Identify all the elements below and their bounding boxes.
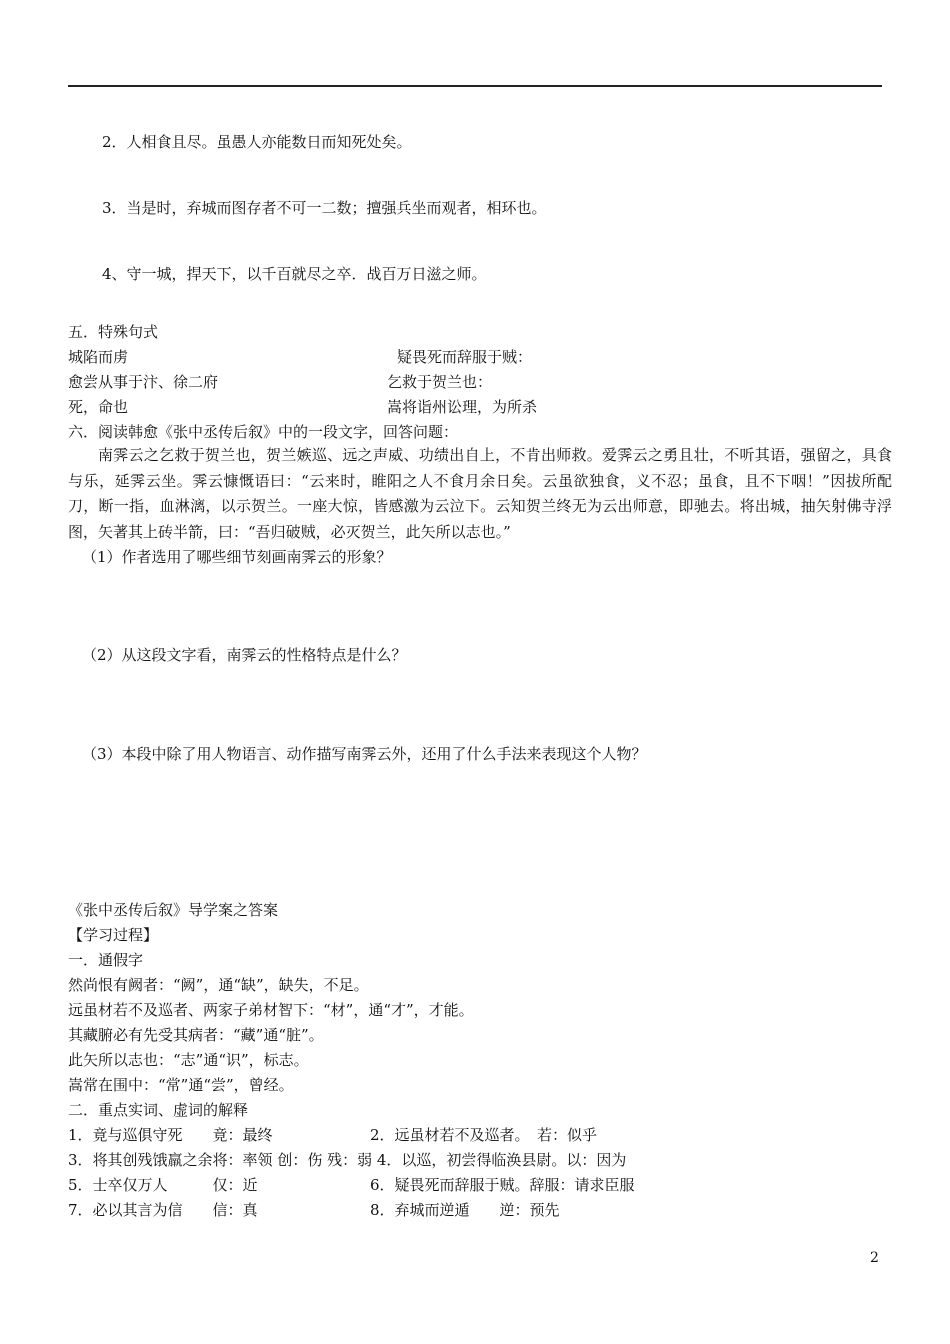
answer-line: 嵩常在围中：“常”通“尝”，曾经。 xyxy=(68,1076,294,1094)
answer-line: 然尚恨有阙者：“阙”，通“缺”，缺失，不足。 xyxy=(68,976,369,994)
question-2: （2）从这段文字看，南霁云的性格特点是什么？ xyxy=(82,646,407,664)
answers-subheading: 二．重点实词、虚词的解释 xyxy=(68,1101,249,1119)
sentence-2: 2．人相食且尽。虽愚人亦能数日而知死处矣。 xyxy=(102,133,412,151)
answer-line: 1．竟与巡俱守死 竟：最终 xyxy=(68,1126,273,1144)
answer-line: 5．士卒仅万人 仅：近 xyxy=(68,1176,258,1194)
section5-title: 五．特殊句式 xyxy=(68,323,159,341)
section5-item: 嵩将诣州讼理，为所杀 xyxy=(387,398,538,416)
answers-subheading: 一．通假字 xyxy=(68,951,144,969)
answer-line: 远虽材若不及巡者、两家子弟材智下：“材”，通“才”，才能。 xyxy=(68,1001,474,1019)
sentence-4: 4、守一城，捍天下，以千百就尽之卒．战百万日滋之师。 xyxy=(102,265,487,283)
answer-line: 8．弃城而逆遁 逆：预先 xyxy=(370,1201,560,1219)
header-rule xyxy=(68,85,882,87)
answers-title: 《张中丞传后叙》导学案之答案 xyxy=(68,901,279,919)
answer-line: 6．疑畏死而辞服于贼。辞服：请求臣服 xyxy=(370,1176,635,1194)
section5-item: 愈尝从事于汴、徐二府 xyxy=(68,373,219,391)
answer-line: 7．必以其言为信 信：真 xyxy=(68,1201,258,1219)
section5-item: 死，命也 xyxy=(68,398,129,416)
section6-title: 六．阅读韩愈《张中丞传后叙》中的一段文字，回答问题： xyxy=(68,423,459,441)
question-3: （3）本段中除了用人物语言、动作描写南霁云外，还用了什么手法来表现这个人物？ xyxy=(82,745,647,763)
section5-item: 乞救于贺兰也： xyxy=(387,373,493,391)
question-1: （1）作者选用了哪些细节刻画南霁云的形象？ xyxy=(82,548,392,566)
answer-line: 3．将其创残饿羸之余将：率领 创：伤 残：弱 4．以巡，初尝得临涣县尉。以：因为 xyxy=(68,1151,627,1169)
answer-line: 其藏腑必有先受其病者：“藏”通“脏”。 xyxy=(68,1026,324,1044)
reading-passage: 南霁云之乞救于贺兰也，贺兰嫉巡、远之声威、功绩出自上，不肯出师救。爱霁云之勇且壮，不听其语，强留之，具食与乐，延霁云坐。霁云慷慨语曰：“云来时，睢阳之人不食月余日矣。云虽欲独食，义不忍；虽食，且不下咽！”因拔所配刀，断一指，血淋漓，以示贺兰。一座大惊，皆感激为云泣下。云知贺兰终无为云出师意，即驰去。将出城，抽矢射佛寺浮图，矢著其上砖半箭，曰：“吾归破贼，必灭贺兰，此矢所以志也。” xyxy=(68,446,892,541)
sentence-3: 3．当是时，弃城而图存者不可一二数；擅强兵坐而观者，相环也。 xyxy=(102,199,547,217)
answer-line: 此矢所以志也：“志”通“识”，标志。 xyxy=(68,1051,309,1069)
learning-process-heading: 【学习过程】 xyxy=(68,926,159,944)
answer-line: 2．远虽材若不及巡者。 若：似乎 xyxy=(370,1126,598,1144)
section5-item: 疑畏死而辞服于贼： xyxy=(397,348,533,366)
section5-item: 城陷而虏 xyxy=(68,348,129,366)
page-number: 2 xyxy=(870,1250,879,1266)
